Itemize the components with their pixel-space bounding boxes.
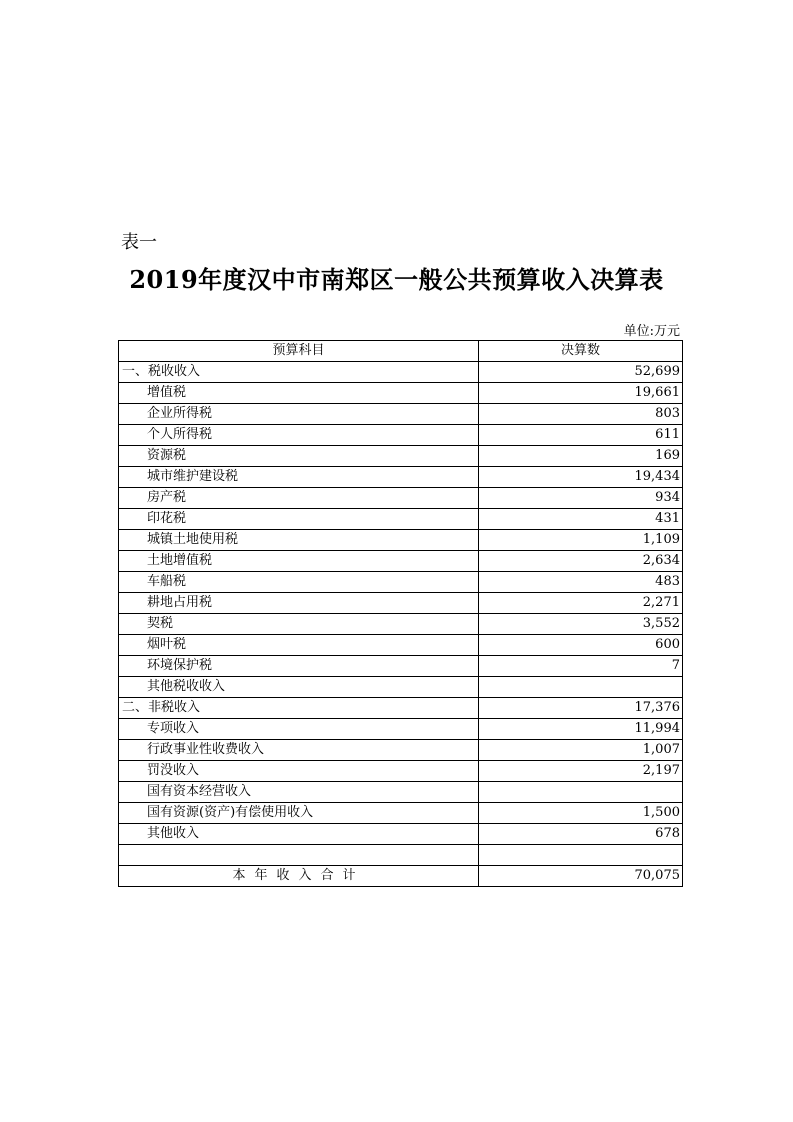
table-row (119, 425, 683, 446)
row-item-value: 2,271 (479, 593, 683, 614)
document-title: 2019年度汉中市南郑区一般公共预算收入决算表 (129, 265, 664, 294)
row-item-name: 契税 (119, 614, 479, 635)
column-header-item: 预算科目 (119, 341, 479, 362)
table-row (119, 740, 683, 761)
row-item-value: 483 (479, 572, 683, 593)
row-item-value: 2,634 (479, 551, 683, 572)
row-item-value: 611 (479, 425, 683, 446)
table-row (119, 467, 683, 488)
row-item-name: 环境保护税 (119, 656, 479, 677)
table-row (119, 656, 683, 677)
row-item-name: 城市维护建设税 (119, 467, 479, 488)
row-item-name: 耕地占用税 (119, 593, 479, 614)
row-item-value: 19,661 (479, 383, 683, 404)
total-label: 本年收入合计 (119, 866, 479, 887)
row-item-name: 车船税 (119, 572, 479, 593)
row-item-name (119, 845, 479, 866)
row-item-value (479, 782, 683, 803)
table-number: 表一 (121, 232, 157, 253)
row-item-value (479, 845, 683, 866)
row-item-name: 土地增值税 (119, 551, 479, 572)
row-item-value: 169 (479, 446, 683, 467)
row-item-value: 11,994 (479, 719, 683, 740)
row-item-name: 国有资源(资产)有偿使用收入 (119, 803, 479, 824)
table-row (119, 719, 683, 740)
table-row (119, 551, 683, 572)
row-item-name: 其他税收收入 (119, 677, 479, 698)
table-row (119, 488, 683, 509)
row-item-name: 烟叶税 (119, 635, 479, 656)
column-header-amount: 决算数 (479, 341, 683, 362)
row-item-name: 资源税 (119, 446, 479, 467)
row-item-value: 934 (479, 488, 683, 509)
table-row (119, 635, 683, 656)
table-row (119, 845, 683, 866)
row-item-name: 二、非税收入 (119, 698, 479, 719)
row-item-value: 600 (479, 635, 683, 656)
row-item-value: 1,007 (479, 740, 683, 761)
table-row (119, 803, 683, 824)
row-item-name: 印花税 (119, 509, 479, 530)
row-item-value: 19,434 (479, 467, 683, 488)
table-row (119, 530, 683, 551)
row-item-value (479, 677, 683, 698)
row-item-value: 431 (479, 509, 683, 530)
table-header-row (119, 341, 683, 362)
table-row (119, 593, 683, 614)
row-item-value: 1,500 (479, 803, 683, 824)
row-item-name: 城镇土地使用税 (119, 530, 479, 551)
row-item-value: 678 (479, 824, 683, 845)
row-item-name: 罚没收入 (119, 761, 479, 782)
row-item-value: 803 (479, 404, 683, 425)
table-row (119, 614, 683, 635)
table-row (119, 677, 683, 698)
row-item-name: 国有资本经营收入 (119, 782, 479, 803)
row-item-value: 1,109 (479, 530, 683, 551)
table-row (119, 824, 683, 845)
table-row (119, 509, 683, 530)
total-value: 70,075 (479, 866, 683, 887)
row-item-name: 房产税 (119, 488, 479, 509)
unit-label: 单位:万元 (623, 324, 680, 339)
row-item-value: 3,552 (479, 614, 683, 635)
budget-table (118, 340, 683, 887)
table-row (119, 761, 683, 782)
table-row (119, 572, 683, 593)
table-row (119, 404, 683, 425)
table-row (119, 782, 683, 803)
row-item-name: 专项收入 (119, 719, 479, 740)
row-item-name: 企业所得税 (119, 404, 479, 425)
table-row (119, 698, 683, 719)
row-item-name: 行政事业性收费收入 (119, 740, 479, 761)
row-item-value: 17,376 (479, 698, 683, 719)
table-row (119, 383, 683, 404)
row-item-name: 其他收入 (119, 824, 479, 845)
total-row (119, 866, 683, 887)
row-item-value: 52,699 (479, 362, 683, 383)
row-item-name: 一、税收收入 (119, 362, 479, 383)
row-item-value: 2,197 (479, 761, 683, 782)
row-item-value: 7 (479, 656, 683, 677)
row-item-name: 个人所得税 (119, 425, 479, 446)
table-row (119, 446, 683, 467)
row-item-name: 增值税 (119, 383, 479, 404)
table-row (119, 362, 683, 383)
